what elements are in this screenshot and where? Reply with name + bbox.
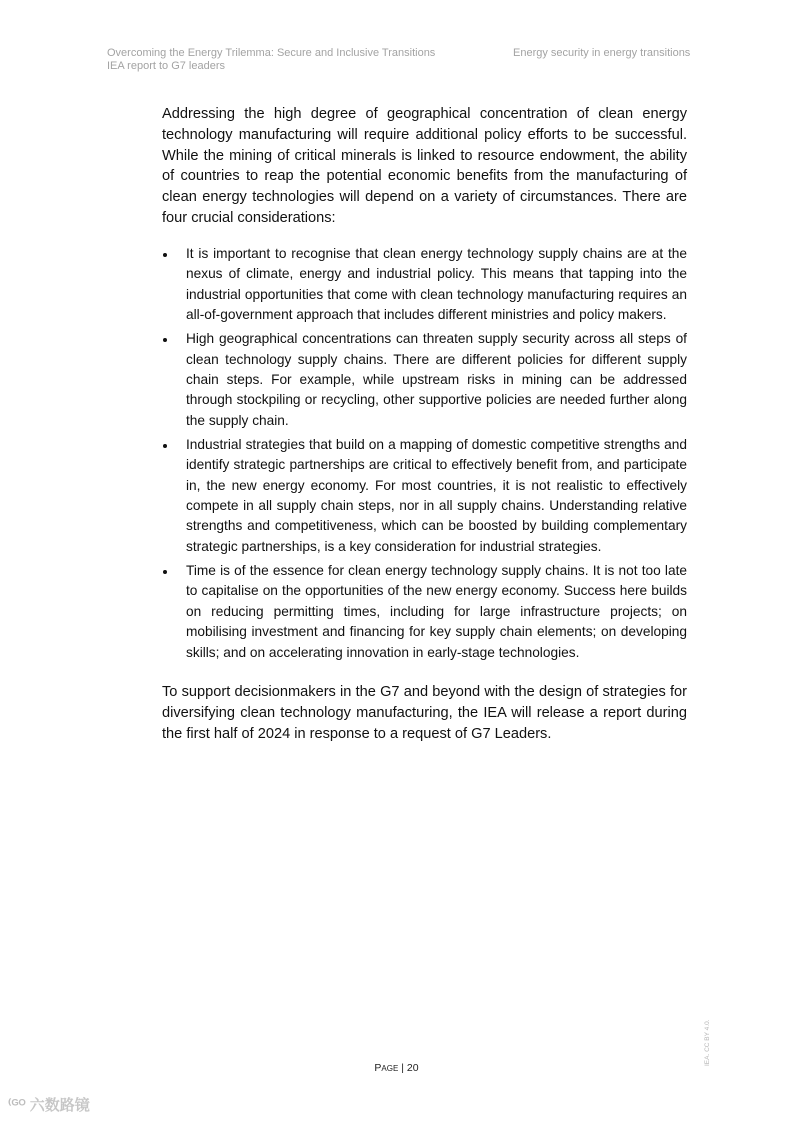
list-item: High geographical concentrations can threaten supply security across all steps of clean technology supply chains. There are different policies for different supply chain steps. For example, while upstream risks in mining can be addressed through stockpiling or recycling, other supportive policies are needed further along the supply chain. xyxy=(162,329,687,431)
considerations-list xyxy=(162,244,687,667)
closing-paragraph: To support decisionmakers in the G7 and beyond with the design of strategies for diversifying clean technology manufacturing, the IEA will release a report during the first half of 2024 in response to a request of G7 Leaders. xyxy=(162,684,687,742)
bullet-icon xyxy=(163,338,167,342)
page-label-first: P xyxy=(374,1062,382,1074)
watermark-text: 六数路镜 xyxy=(29,1097,90,1114)
bullet-icon xyxy=(163,253,167,257)
list-item: It is important to recognise that clean energy technology supply chains are at the nexus of climate, energy and industrial policy. This means that tapping into the industrial opportunities that come with clean technology manufacturing requires an all-of-government approach that includes different ministries and policy makers. xyxy=(162,244,687,326)
watermark xyxy=(8,1094,90,1115)
license-note: IEA. CC BY 4.0. xyxy=(704,1019,711,1066)
section-title: Energy security in energy transitions xyxy=(513,47,691,59)
report-subtitle: IEA report to G7 leaders xyxy=(107,60,226,72)
header-left xyxy=(107,47,435,73)
watermark-logo-icon: ⁽ᴳᴼ xyxy=(8,1096,26,1112)
report-title: Overcoming the Energy Trilemma: Secure and Inclusive Transitions xyxy=(107,47,436,59)
page-separator: | xyxy=(398,1062,407,1074)
page-footer xyxy=(0,1062,793,1074)
bullet-icon xyxy=(163,570,167,574)
list-item: Time is of the essence for clean energy technology supply chains. It is not too late to capitalise on the opportunities of the new energy economy. Success here builds on reducing permitting times, including for large infrastructure projects; on mobilising investment and financing for key supply chain elements; on developing skills; and on accelerating innovation in early-stage technologies. xyxy=(162,561,687,663)
page-label-rest: AGE xyxy=(381,1064,399,1073)
intro-paragraph: Addressing the high degree of geographical concentration of clean energy technology manufacturing will require additional policy efforts to be successful. While the mining of critical minerals is linked to resource endowment, the ability of countries to reap the potential economic benefits from the manufacturing of clean energy technologies will depend on a variety of circumstances. There are four crucial considerations: xyxy=(162,106,687,226)
page-number: 20 xyxy=(406,1062,419,1074)
list-item: Industrial strategies that build on a mapping of domestic competitive strengths and identify strategic partnerships are critical to effectively benefit from, and participate in, the new energy economy. For most countries, it is not realistic to effectively compete in all supply chain steps, nor in all supply chains. Understanding relative strengths and competitiveness, which can be boosted by building complementary strategic partnerships, is a key consideration for industrial strategies. xyxy=(162,435,687,557)
bullet-icon xyxy=(163,444,167,448)
